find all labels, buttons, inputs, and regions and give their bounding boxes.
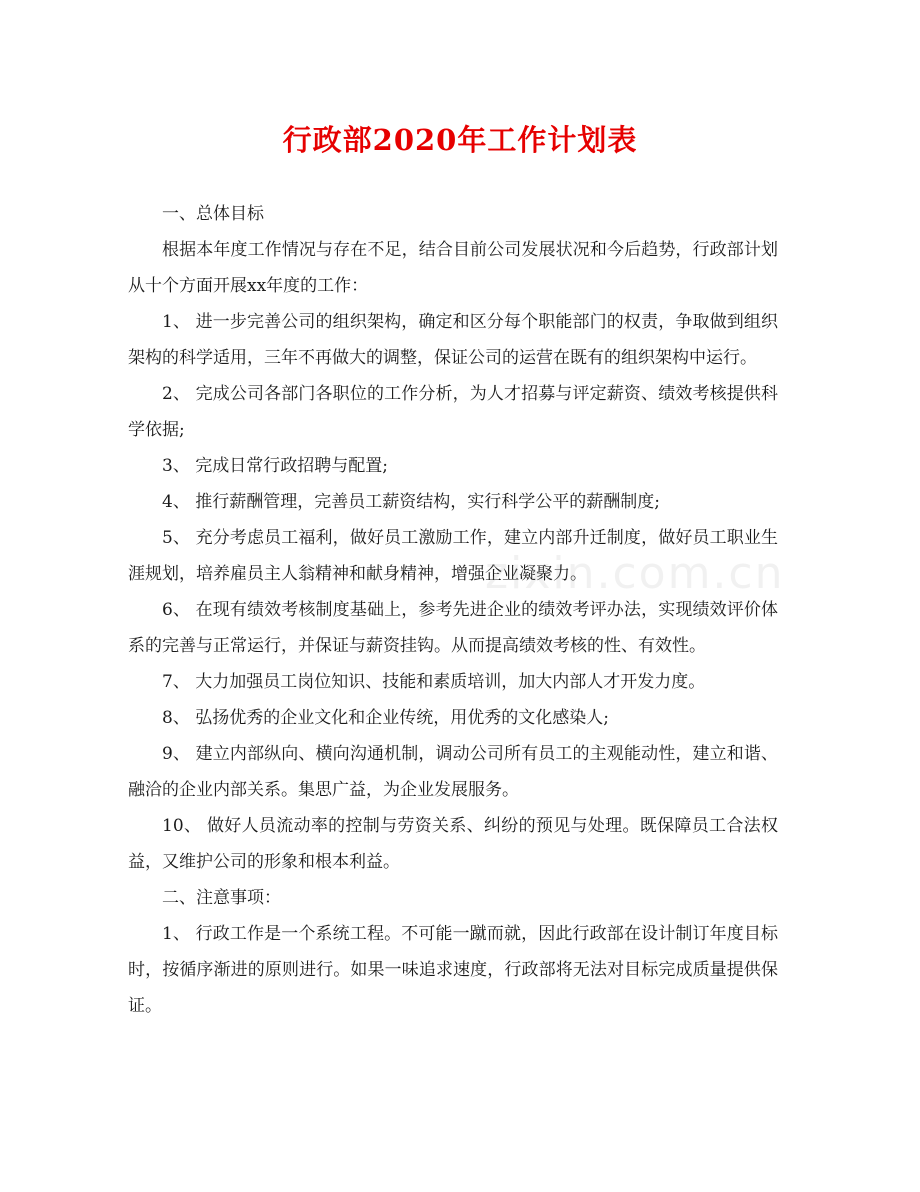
plan-item-2: 2、 完成公司各部门各职位的工作分析，为人才招募与评定薪资、绩效考核提供科学依据;	[128, 384, 778, 440]
document-title: 行政部2020年工作计划表	[282, 123, 638, 157]
intro-paragraph: 根据本年度工作情况与存在不足，结合目前公司发展状况和今后趋势，行政部计划从十个方面开展xx年度的工作：	[128, 240, 778, 296]
plan-item-8: 8、 弘扬优秀的企业文化和企业传统，用优秀的文化感染人;	[162, 708, 609, 728]
plan-item-4: 4、 推行薪酬管理，完善员工薪资结构，实行科学公平的薪酬制度;	[162, 492, 660, 512]
section-heading-notes: 二、注意事项：	[162, 888, 281, 908]
plan-item-3: 3、 完成日常行政招聘与配置;	[162, 456, 388, 476]
plan-item-7: 7、 大力加强员工岗位知识、技能和素质培训，加大内部人才开发力度。	[162, 672, 706, 692]
plan-item-6: 6、 在现有绩效考核制度基础上，参考先进企业的绩效考评办法，实现绩效评价体系的完善与正常运行，并保证与薪资挂钩。从而提高绩效考核的性、有效性。	[128, 600, 778, 656]
plan-item-1: 1、 进一步完善公司的组织架构，确定和区分每个职能部门的权责，争取做到组织架构的科学适用，三年不再做大的调整，保证公司的运营在既有的组织架构中运行。	[128, 312, 778, 368]
watermark-text: zixin.com.cn	[485, 548, 785, 599]
note-item-1: 1、 行政工作是一个系统工程。不可能一蹴而就，因此行政部在设计制订年度目标时，按循序渐进的原则进行。如果一味追求速度，行政部将无法对目标完成质量提供保证。	[128, 924, 778, 1016]
plan-item-5: 5、 充分考虑员工福利，做好员工激励工作，建立内部升迁制度，做好员工职业生涯规划，培养雇员主人翁精神和献身精神，增强企业凝聚力。	[128, 528, 778, 584]
plan-item-9: 9、 建立内部纵向、横向沟通机制，调动公司所有员工的主观能动性，建立和谐、融洽的企业内部关系。集思广益，为企业发展服务。	[128, 744, 778, 800]
document-body	[128, 196, 778, 1024]
section-heading-goals: 一、总体目标	[162, 204, 264, 224]
plan-item-10: 10、 做好人员流动率的控制与劳资关系、纠纷的预见与处理。既保障员工合法权益，又维护公司的形象和根本利益。	[128, 816, 778, 872]
